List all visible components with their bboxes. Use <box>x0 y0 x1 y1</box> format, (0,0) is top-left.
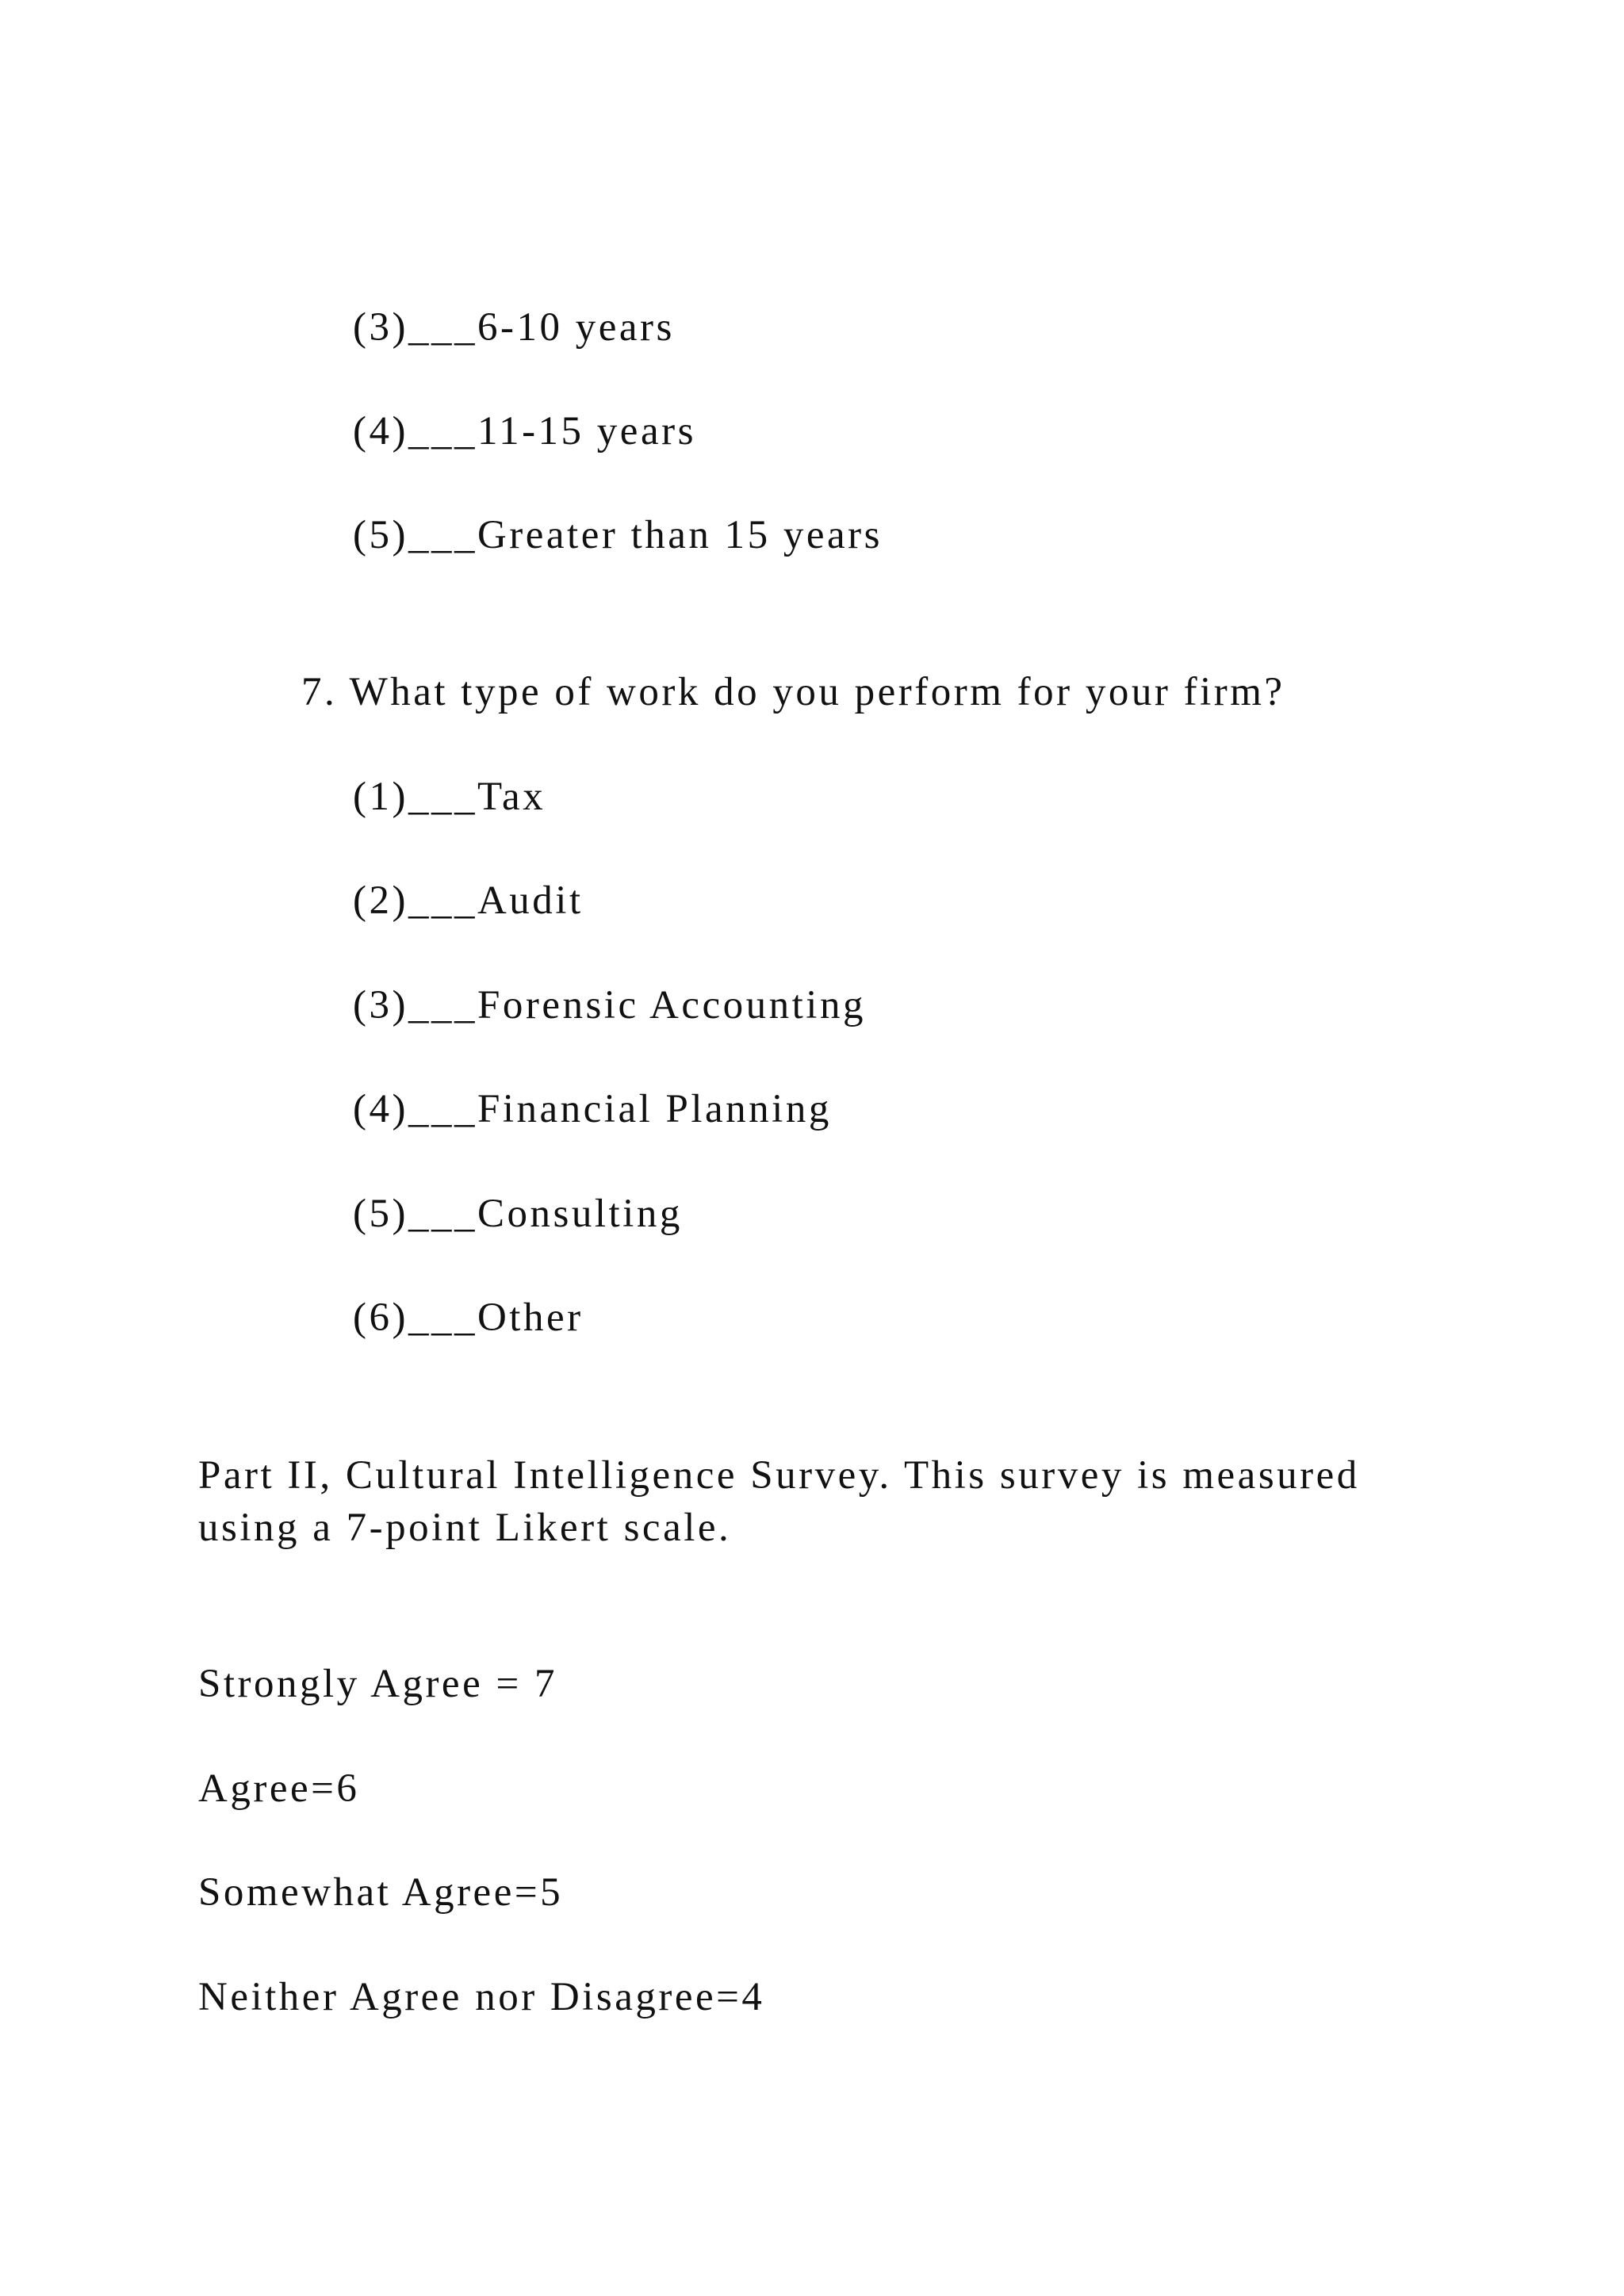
scale-neither: Neither Agree nor Disagree=4 <box>198 1975 765 2019</box>
q7-option-2: (2)___Audit <box>353 878 584 923</box>
q6-option-4: (4)___11-15 years <box>353 409 696 453</box>
q7-option-6: (6)___Other <box>353 1295 584 1340</box>
q7-prompt: 7. What type of work do you perform for your firm? <box>301 670 1285 714</box>
part2-intro-line2: using a 7-point Likert scale. <box>198 1506 732 1550</box>
q6-option-3: (3)___6-10 years <box>353 305 675 350</box>
q7-option-4: (4)___Financial Planning <box>353 1087 832 1131</box>
q7-option-1: (1)___Tax <box>353 775 546 819</box>
q7-option-5: (5)___Consulting <box>353 1192 683 1236</box>
scale-somewhat-agree: Somewhat Agree=5 <box>198 1870 564 1915</box>
scale-strongly-agree: Strongly Agree = 7 <box>198 1662 557 1706</box>
q7-option-3: (3)___Forensic Accounting <box>353 983 866 1027</box>
part2-intro-line1: Part II, Cultural Intelligence Survey. This survey is measured <box>198 1453 1360 1498</box>
scale-agree: Agree=6 <box>198 1766 360 1811</box>
q6-option-5: (5)___Greater than 15 years <box>353 513 883 557</box>
